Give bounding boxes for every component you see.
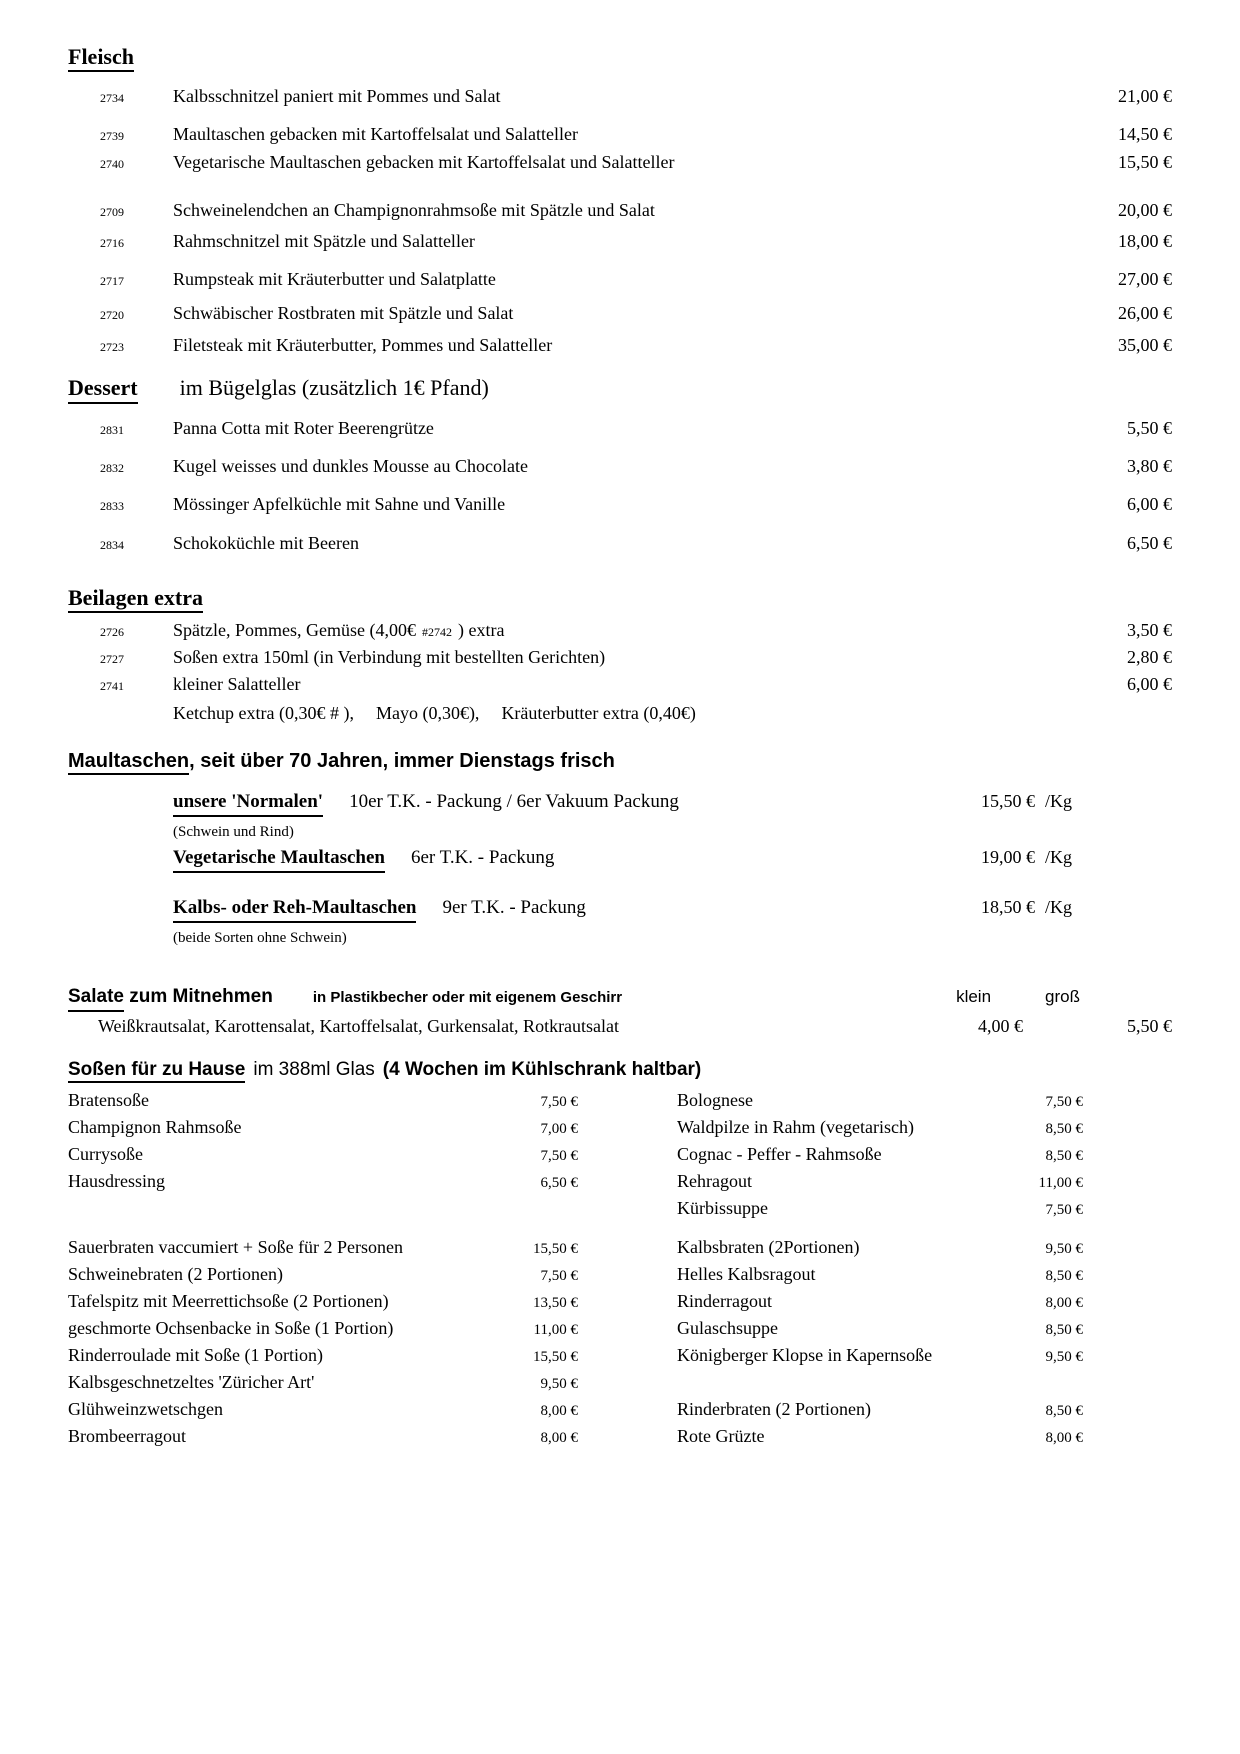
- item-number: 2831: [100, 423, 124, 437]
- item-name: Schokoküchle mit Beeren: [173, 533, 359, 553]
- sauce-name: geschmorte Ochsenbacke in Soße (1 Portion): [68, 1318, 394, 1338]
- item-name: Filetsteak mit Kräuterbutter, Pommes und Salatteller: [173, 335, 553, 355]
- sauce-price: 11,00 €: [1038, 1175, 1083, 1191]
- sauce-name: Helles Kalbsragout: [677, 1264, 816, 1284]
- sauce-name: Rinderragout: [677, 1291, 772, 1311]
- menu-item-row: [68, 531, 1172, 557]
- sauce-price: 8,00 €: [1045, 1430, 1083, 1446]
- item-number: 2734: [100, 91, 124, 105]
- menu-item-row: [68, 198, 1172, 224]
- menu-item-row: [68, 672, 1172, 698]
- sauce-price: 8,50 €: [1045, 1121, 1083, 1137]
- item-number: 2726: [100, 625, 124, 639]
- sauce-table-2: [68, 1237, 1172, 1453]
- item-name: Maultaschen gebacken mit Kartoffelsalat und Salatteller: [173, 124, 579, 144]
- section-title-beilagen: Beilagen extra: [68, 585, 1172, 611]
- sauce-price: 9,50 €: [1045, 1349, 1083, 1365]
- sauce-price: 7,50 €: [540, 1148, 578, 1164]
- item-price: 15,50 €: [1118, 152, 1172, 172]
- sauce-price: 8,50 €: [1045, 1268, 1083, 1284]
- sauce-price: 8,00 €: [1045, 1295, 1083, 1311]
- item-price: 6,00 €: [1127, 494, 1172, 514]
- item-price: 5,50 €: [1127, 418, 1172, 438]
- sauce-name: Bolognese: [677, 1090, 753, 1110]
- sossen-glass-note: im 388ml Glas: [253, 1059, 375, 1080]
- maultaschen-entry: [68, 789, 1172, 817]
- sauce-price: 8,00 €: [540, 1430, 578, 1446]
- maultaschen-title: Maultaschen: [68, 750, 189, 775]
- salate-title-rest: zum Mitnehmen: [123, 986, 273, 1007]
- menu-item-row: [68, 301, 1172, 327]
- menu-item-row: [68, 454, 1172, 480]
- sauce-price: 9,50 €: [1045, 1241, 1083, 1257]
- item-price: 2,80 €: [1127, 647, 1172, 667]
- sauce-name: Brombeerragout: [68, 1426, 186, 1446]
- sauce-name: Currysoße: [68, 1144, 143, 1164]
- sauce-name: Rinderroulade mit Soße (1 Portion): [68, 1345, 323, 1365]
- sauce-price: 7,50 €: [540, 1094, 578, 1110]
- beilagen-note: [68, 701, 1172, 725]
- entry-desc: 10er T.K. - Packung / 6er Vakuum Packung: [349, 791, 679, 812]
- menu-item-row: [68, 333, 1172, 359]
- menu-item-row: [68, 416, 1172, 442]
- note-part: Kräuterbutter extra (0,40€): [501, 703, 696, 723]
- item-name: Soßen extra 150ml (in Verbindung mit bestellten Gerichten): [173, 647, 606, 667]
- item-name: Rahmschnitzel mit Spätzle und Salatteller: [173, 231, 475, 251]
- item-number: 2716: [100, 236, 124, 250]
- sauce-price: 8,50 €: [1045, 1148, 1083, 1164]
- item-price: 6,00 €: [1127, 674, 1172, 694]
- sauce-price: 15,50 €: [533, 1349, 578, 1365]
- item-name: Kalbsschnitzel paniert mit Pommes und Salat: [173, 86, 501, 106]
- item-name-part: Spätzle, Pommes, Gemüse (4,00€: [173, 620, 416, 640]
- sauce-name: Cognac - Peffer - Rahmsoße: [677, 1144, 882, 1164]
- menu-item-row: [68, 229, 1172, 255]
- sauce-price: 11,00 €: [533, 1322, 578, 1338]
- menu-item-row: [68, 84, 1172, 110]
- entry-unit: /Kg: [1045, 847, 1072, 867]
- section-title-salate: [68, 985, 1172, 1012]
- menu-item-row: [68, 267, 1172, 293]
- item-price: 21,00 €: [1118, 86, 1172, 106]
- item-price: 14,50 €: [1118, 124, 1172, 144]
- maultaschen-title-rest: , seit über 70 Jahren, immer Dienstags frisch: [189, 750, 615, 772]
- column-header-klein: klein: [956, 987, 992, 1006]
- item-name: Vegetarische Maultaschen gebacken mit Kartoffelsalat und Salatteller: [173, 152, 675, 172]
- item-number: 2709: [100, 205, 124, 219]
- salate-price-gross: 5,50 €: [1127, 1016, 1172, 1036]
- item-number: 2832: [100, 461, 124, 475]
- item-price: 20,00 €: [1118, 200, 1172, 220]
- sauce-name: Gulaschsuppe: [677, 1318, 778, 1338]
- sauce-name: Rote Grüzte: [677, 1426, 765, 1446]
- sauce-price: 7,50 €: [1045, 1094, 1083, 1110]
- sauce-name: Glühweinzwetschgen: [68, 1399, 223, 1419]
- entry-desc: 9er T.K. - Packung: [442, 897, 586, 918]
- entry-desc: 6er T.K. - Packung: [410, 847, 555, 868]
- sauce-name: Hausdressing: [68, 1171, 165, 1191]
- section-title-fleisch: Fleisch: [68, 44, 1172, 70]
- maultaschen-entry: [68, 845, 1172, 873]
- maultaschen-entry: [68, 895, 1172, 923]
- item-price: 3,50 €: [1127, 620, 1172, 640]
- sauce-name: Waldpilze in Rahm (vegetarisch): [677, 1117, 914, 1137]
- section-title-dessert: [68, 375, 1172, 404]
- item-number: 2740: [100, 157, 124, 171]
- section-title-sossen: [68, 1058, 1172, 1082]
- menu-item-row: [68, 492, 1172, 518]
- item-name: Rumpsteak mit Kräuterbutter und Salatplatte: [173, 269, 496, 289]
- item-price: 18,00 €: [1118, 231, 1172, 251]
- item-price: 27,00 €: [1118, 269, 1172, 289]
- sauce-price: 7,50 €: [1045, 1202, 1083, 1218]
- item-number: 2717: [100, 274, 124, 288]
- item-price: 26,00 €: [1118, 303, 1172, 323]
- entry-unit: /Kg: [1045, 897, 1072, 917]
- item-number: 2723: [100, 340, 124, 354]
- item-number: 2833: [100, 499, 124, 513]
- dessert-subtitle: im Bügelglas (zusätzlich 1€ Pfand): [179, 375, 489, 400]
- item-price: 3,80 €: [1127, 456, 1172, 476]
- salate-price-klein: 4,00 €: [978, 1016, 1023, 1036]
- menu-item-row: [68, 618, 1172, 644]
- note-part: Ketchup extra (0,30€ # ),: [173, 703, 354, 723]
- dessert-title: Dessert: [68, 375, 138, 404]
- sauce-name: Champignon Rahmsoße: [68, 1117, 242, 1137]
- menu-item-row: [68, 122, 1172, 148]
- entry-name: Kalbs- oder Reh-Maultaschen: [173, 896, 416, 923]
- salate-names: Weißkrautsalat, Karottensalat, Kartoffelsalat, Gurkensalat, Rotkrautsalat: [98, 1016, 620, 1036]
- sauce-price: 15,50 €: [533, 1241, 578, 1257]
- sauce-name: Kalbsgeschnetzeltes 'Züricher Art': [68, 1372, 315, 1392]
- sauce-name: Rehragout: [677, 1171, 752, 1191]
- menu-item-row: [68, 150, 1172, 176]
- item-price: 6,50 €: [1127, 533, 1172, 553]
- item-name: kleiner Salatteller: [173, 674, 301, 694]
- item-number: 2727: [100, 652, 124, 666]
- item-number: 2720: [100, 308, 124, 322]
- sauce-price: 7,00 €: [540, 1121, 578, 1137]
- sauce-table-1: [68, 1090, 1172, 1225]
- sauce-price: 8,50 €: [1045, 1403, 1083, 1419]
- item-name: Mössinger Apfelküchle mit Sahne und Vanille: [173, 494, 506, 514]
- entry-note: (Schwein und Rind): [173, 824, 294, 840]
- sauce-name: Königberger Klopse in Kapernsoße: [677, 1345, 933, 1365]
- sauce-price: 8,00 €: [540, 1403, 578, 1419]
- sossen-title: Soßen für zu Hause: [68, 1059, 245, 1083]
- sauce-price: 7,50 €: [540, 1268, 578, 1284]
- sauce-price: 9,50 €: [540, 1376, 578, 1392]
- item-number: 2741: [100, 679, 124, 693]
- item-name: Schweinelendchen an Champignonrahmsoße mit Spätzle und Salat: [173, 200, 655, 220]
- item-price: 35,00 €: [1118, 335, 1172, 355]
- entry-unit: /Kg: [1045, 791, 1072, 811]
- item-number: 2739: [100, 129, 124, 143]
- entry-price: 15,50 €: [981, 791, 1035, 811]
- sauce-name: Kürbissuppe: [677, 1198, 768, 1218]
- sauce-price: 8,50 €: [1045, 1322, 1083, 1338]
- salate-row: [68, 1014, 1172, 1038]
- sauce-price: 13,50 €: [533, 1295, 578, 1311]
- item-name-part: ) extra: [457, 620, 505, 640]
- entry-name: unsere 'Normalen': [173, 790, 323, 817]
- item-inline-number: #2742: [421, 625, 452, 639]
- sauce-name: Sauerbraten vaccumiert + Soße für 2 Personen: [68, 1237, 404, 1257]
- salate-title: Salate: [68, 985, 124, 1012]
- entry-name: Vegetarische Maultaschen: [173, 846, 385, 873]
- sauce-price: 6,50 €: [540, 1175, 578, 1191]
- sauce-name: Rinderbraten (2 Portionen): [677, 1399, 871, 1419]
- item-name: Panna Cotta mit Roter Beerengrütze: [173, 418, 434, 438]
- salate-container-note: in Plastikbecher oder mit eigenem Geschirr: [312, 989, 623, 1006]
- entry-price: 18,50 €: [981, 897, 1035, 917]
- note-part: Mayo (0,30€),: [375, 703, 480, 723]
- sauce-name: Bratensoße: [68, 1090, 149, 1110]
- sauce-name: Tafelspitz mit Meerrettichsoße (2 Portionen): [68, 1291, 389, 1311]
- item-name: Kugel weisses und dunkles Mousse au Chocolate: [173, 456, 528, 476]
- sauce-name: Kalbsbraten (2Portionen): [677, 1237, 860, 1257]
- entry-note: (beide Sorten ohne Schwein): [173, 930, 347, 946]
- menu-item-row: [68, 645, 1172, 671]
- column-header-gross: groß: [1045, 987, 1080, 1006]
- entry-price: 19,00 €: [981, 847, 1035, 867]
- section-title-maultaschen: [68, 749, 1172, 773]
- sossen-shelf-note: (4 Wochen im Kühlschrank haltbar): [382, 1059, 702, 1080]
- item-number: 2834: [100, 538, 124, 552]
- sauce-name: Schweinebraten (2 Portionen): [68, 1264, 283, 1284]
- item-name: Schwäbischer Rostbraten mit Spätzle und Salat: [173, 303, 514, 323]
